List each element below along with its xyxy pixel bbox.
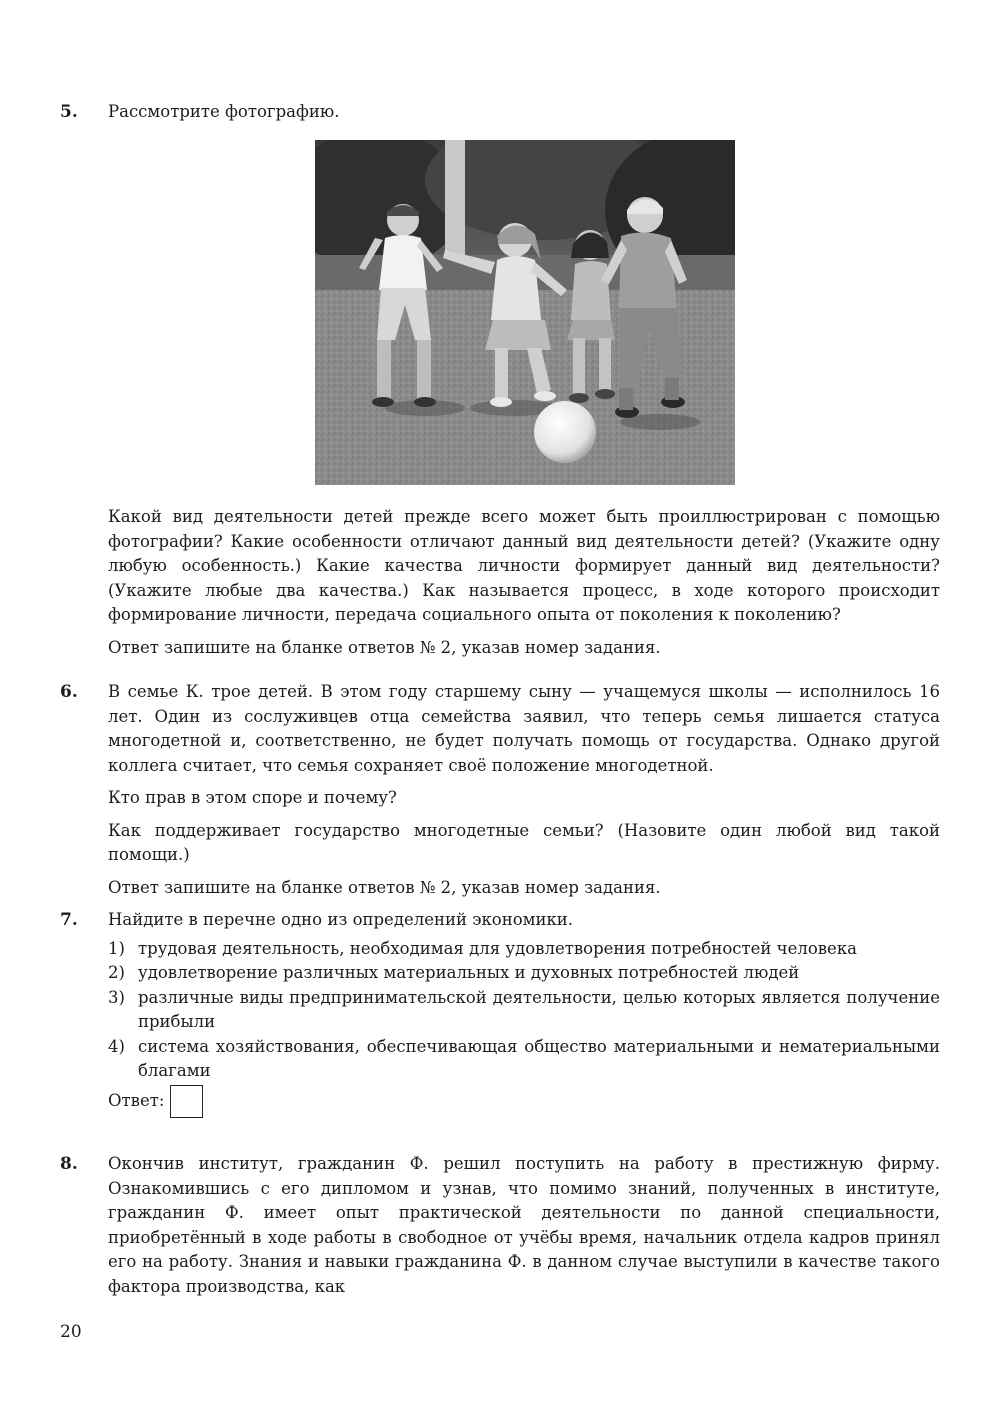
task-number: 5. (60, 102, 78, 122)
task-text: Окончив институт, гражданин Ф. решил поступить на работу в престижную фирму. Ознакомившись с его дипломом и узнав, что помимо знаний, полученных в институте, гражданин Ф. имеет опыт практической деятельности по данной специальности, приобретённый в ходе работы в свободное от учёбы время, начальник отдела кадров принял его на работу. Знания и навыки гражданина Ф. в данном случае выступили в качестве такого фактора производства, как (108, 1154, 940, 1296)
task-intro: Рассмотрите фотографию. (108, 102, 340, 121)
task-body (108, 680, 940, 908)
option-number: 4) (108, 1036, 125, 1056)
task-text: В семье К. трое детей. В этом году старшему сыну — учащемуся школы — исполнилось 16 лет. Один из сослуживцев отца семейства заявил, что теперь семья лишается статуса многодетной и, соответственно, не будет получать помощь от государства. Однако другой коллега считает, что семья сохраняет своё положение многодетной. (108, 682, 940, 775)
children-playing-football-photo (315, 140, 735, 485)
task-number: 7. (60, 910, 78, 930)
task-question: Найдите в перечне одно из определений экономики. (108, 910, 574, 929)
task-body (108, 100, 940, 133)
task-question-2: Как поддерживает государство многодетные семьи? (Назовите один любой вид такой помощи.) (108, 820, 940, 864)
answer-row (108, 1085, 940, 1118)
option-1 (108, 937, 940, 962)
page-number: 20 (60, 1322, 82, 1342)
task-instruction: Ответ запишите на бланке ответов № 2, указав номер задания. (108, 877, 661, 897)
task-body (108, 908, 940, 1084)
answer-box[interactable] (170, 1085, 203, 1118)
option-text: различные виды предпринимательской деятельности, целью которых является получение прибыли (138, 987, 940, 1031)
task-instruction: Ответ запишите на бланке ответов № 2, указав номер задания. (108, 637, 661, 657)
answer-label: Ответ: (108, 1091, 165, 1111)
photo-image (315, 140, 735, 485)
option-4 (108, 1035, 940, 1084)
option-text: трудовая деятельность, необходимая для удовлетворения потребностей человека (138, 938, 857, 958)
option-2 (108, 961, 940, 986)
task-number: 6. (60, 682, 78, 702)
option-text: система хозяйствования, обеспечивающая общество материальными и нематериальными благами (138, 1036, 940, 1080)
ball-icon (534, 401, 596, 463)
task-body (108, 1152, 940, 1307)
option-3 (108, 986, 940, 1035)
option-number: 3) (108, 987, 125, 1007)
task-number: 8. (60, 1154, 78, 1174)
option-number: 2) (108, 963, 125, 982)
task-body (108, 505, 940, 668)
answer-options (108, 937, 940, 1084)
task-question-1: Кто прав в этом споре и почему? (108, 788, 397, 807)
option-text: удовлетворение различных материальных и духовных потребностей людей (138, 963, 800, 982)
option-number: 1) (108, 938, 125, 958)
task-question: Какой вид деятельности детей прежде всего может быть проиллюстрирован с помощью фотографии? Какие особенности отличают данный вид деятельности детей? (Укажите одну любую особенность.) Какие качества личности формирует данный вид деятельности? (Укажите любые два качества.) Как называется процесс, в ходе которого происходит формирование личности, передача социального опыта от поколения к поколению? (108, 507, 940, 624)
task-body (108, 1085, 940, 1118)
